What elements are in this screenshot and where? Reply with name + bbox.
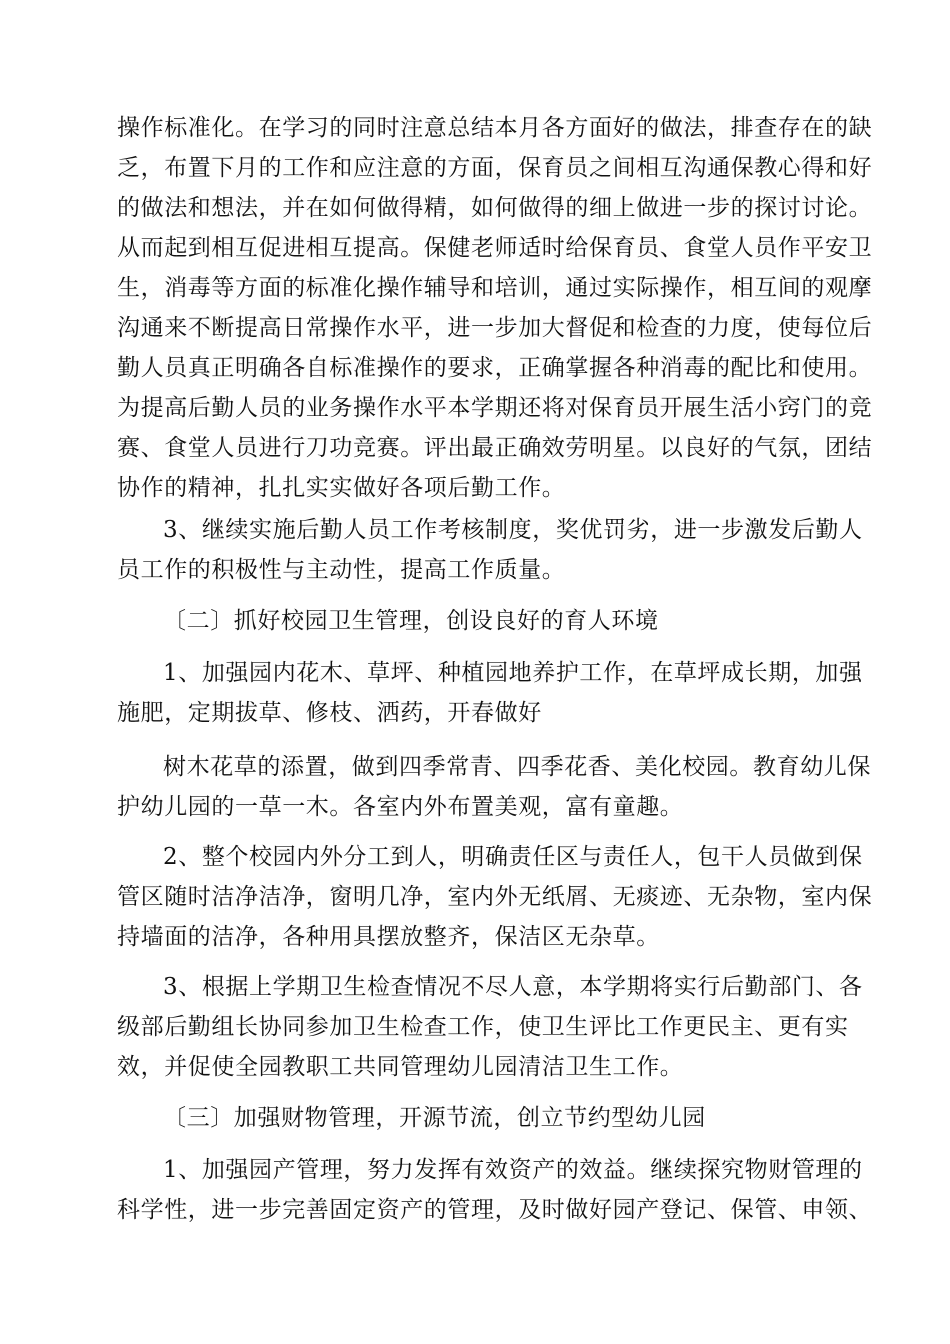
- text-line: 2、整个校园内外分工到人，明确责任区与责任人，包干人员做到保: [163, 844, 863, 870]
- section-heading-campus-hygiene: [117, 601, 825, 641]
- paragraph-responsibility-areas: [117, 837, 873, 957]
- section-heading-property-management: [117, 1098, 825, 1138]
- text-line: 赛、食堂人员进行刀功竞赛。评出最正确效劳明星。以良好的气氛，团结: [117, 435, 873, 461]
- text-line: 3、继续实施后勤人员工作考核制度，奖优罚劣，进一步激发后勤人: [163, 517, 863, 543]
- paragraph-standardized-operation: [117, 108, 873, 508]
- paragraph-hygiene-inspection: [117, 967, 863, 1087]
- paragraph-assessment-system: [117, 510, 863, 590]
- text-line: 操作标准化。在学习的同时注意总结本月各方面好的做法，排查存在的缺: [117, 115, 873, 141]
- text-line: 为提高后勤人员的业务操作水平本学期还将对保育员开展生活小窍门的竞: [117, 395, 873, 421]
- text-line: 3、根据上学期卫生检查情况不尽人意，本学期将实行后勤部门、各: [163, 974, 863, 1000]
- paragraph-greenery: [117, 747, 871, 827]
- text-line: 级部后勤组长协同参加卫生检查工作，使卫生评比工作更民主、更有实: [117, 1014, 849, 1040]
- text-line: 员工作的积极性与主动性，提高工作质量。: [117, 557, 566, 583]
- paragraph-plant-maintenance: [117, 653, 863, 733]
- text-line: 持墙面的洁净，各种用具摆放整齐，保洁区无杂草。: [117, 924, 660, 950]
- paragraph-asset-management: [117, 1150, 873, 1230]
- text-line: 施肥，定期拔草、修枝、洒药，开春做好: [117, 700, 542, 726]
- text-line: 乏，布置下月的工作和应注意的方面，保育员之间相互沟通保教心得和好: [117, 155, 873, 181]
- text-line: 1、加强园产管理，努力发挥有效资产的效益。继续探究物财管理的: [163, 1157, 863, 1183]
- text-line: 协作的精神，扎扎实实做好各项后勤工作。: [117, 475, 566, 501]
- text-line: 沟通来不断提高日常操作水平，进一步加大督促和检查的力度，使每位后: [117, 315, 873, 341]
- text-line: 〔二〕抓好校园卫生管理，创设良好的育人环境: [163, 608, 659, 634]
- text-line: 的做法和想法，并在如何做得精，如何做得的细上做进一步的探讨讨论。: [117, 195, 873, 221]
- text-line: 护幼儿园的一草一木。各室内外布置美观，富有童趣。: [117, 794, 684, 820]
- text-line: 〔三〕加强财物管理，开源节流，创立节约型幼儿园: [163, 1105, 706, 1131]
- text-line: 勤人员真正明确各自标准操作的要求，正确掌握各种消毒的配比和使用。: [117, 355, 873, 381]
- text-line: 管区随时洁净洁净，窗明几净，室内外无纸屑、无痰迹、无杂物，室内保: [117, 884, 873, 910]
- text-line: 生，消毒等方面的标准化操作辅导和培训，通过实际操作，相互间的观摩: [117, 275, 873, 301]
- text-line: 从而起到相互促进相互提高。保健老师适时给保育员、食堂人员作平安卫: [117, 235, 873, 261]
- text-line: 1、加强园内花木、草坪、种植园地养护工作，在草坪成长期，加强: [163, 660, 863, 686]
- text-line: 效，并促使全园教职工共同管理幼儿园清洁卫生工作。: [117, 1054, 684, 1080]
- text-line: 科学性，进一步完善固定资产的管理，及时做好园产登记、保管、申领、: [117, 1197, 873, 1223]
- text-line: 树木花草的添置，做到四季常青、四季花香、美化校园。教育幼儿保: [163, 754, 871, 780]
